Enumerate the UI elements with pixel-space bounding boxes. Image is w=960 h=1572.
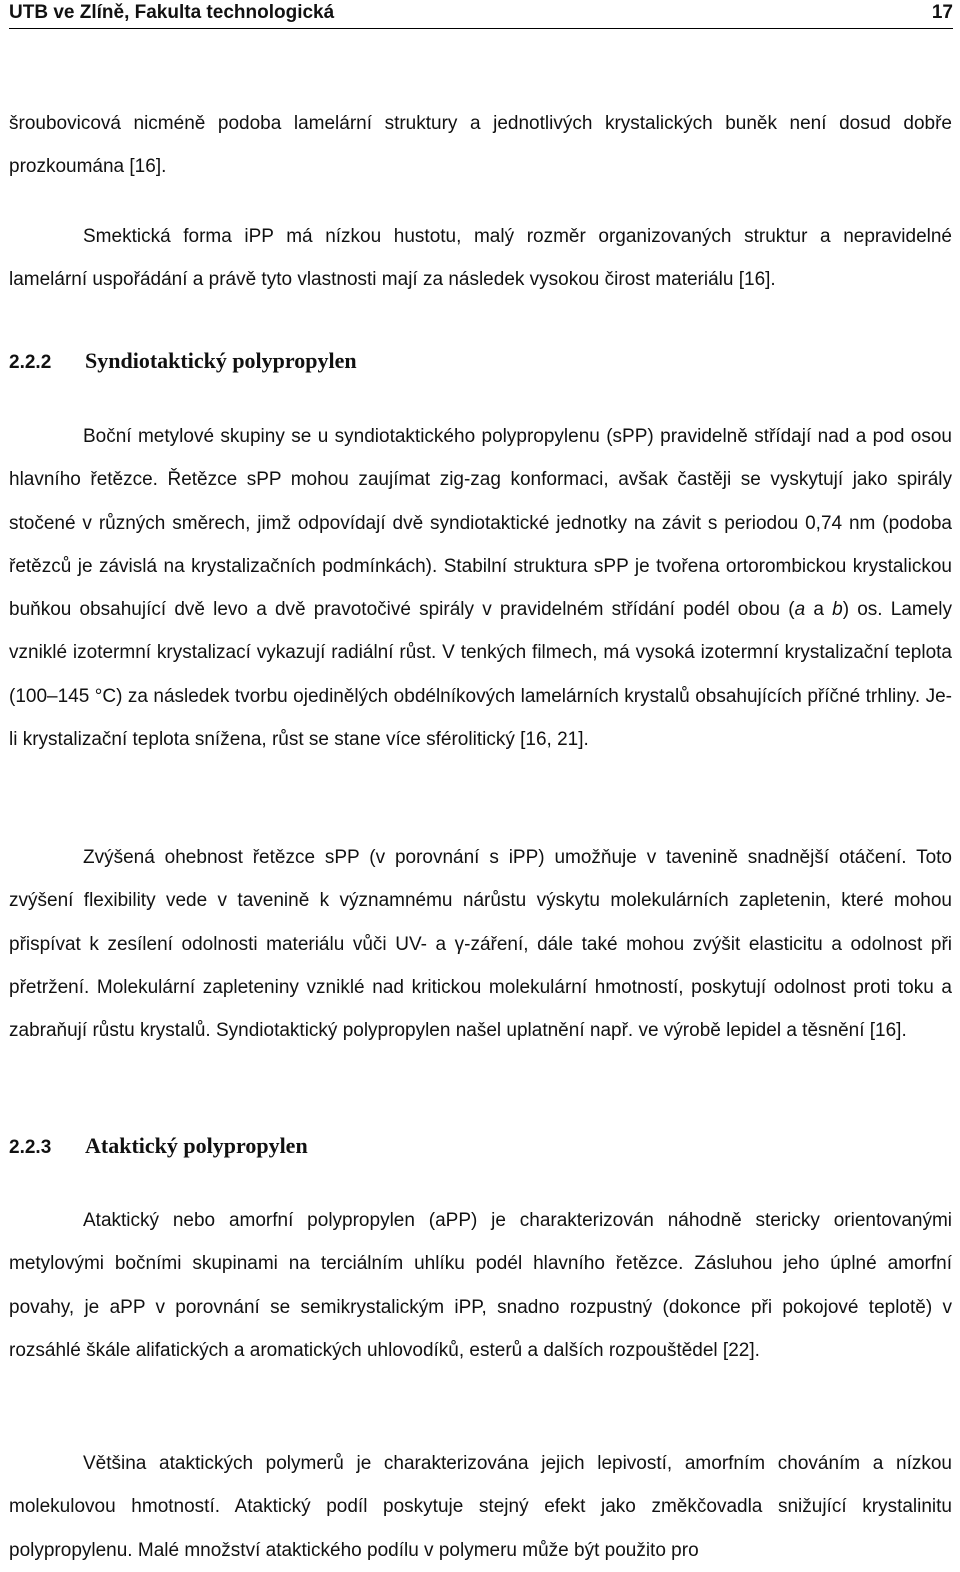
paragraph-smectic-form xyxy=(9,215,952,302)
paragraph-atactic-polymers xyxy=(9,1442,952,1572)
page-header xyxy=(9,0,953,29)
paragraph-text: ) os. Lamely vzniklé izotermní krystalizací vykazují radiální růst. V tenkých filmech, má vysoká izotermní krystalizační teplota (100–145 °C) za následek tvorbu ojedinělých obdélníkových lamelárních krystalů obsahujících příčné trhliny. Je-li krystalizační teplota snížena, růst se stane více sférolitický [16, 21]. xyxy=(9,599,953,751)
section-title: Syndiotaktický polypropylen xyxy=(85,348,357,373)
paragraph-text: a xyxy=(805,599,833,621)
paragraph-text: Většina ataktických polymerů je charakterizována jejich lepivostí, amorfním chováním a nízkou molekulovou hmotností. Ataktický podíl poskytuje stejný efekt jako změkčovadla snižující krystalinitu polypropylenu. Malé množství ataktického podílu v polymeru může být použito pro xyxy=(9,1453,952,1561)
paragraph-text: Zvýšená ohebnost řetězce sPP (v porovnání s iPP) umožňuje v tavenině snadnější otáčení. Toto zvýšení flexibility vede v tavenině k významnému nárůstu výskytu molekulárních zapletenin, které mohou přispívat k zesílení odolnosti materiálu vůči UV- a γ-záření, dále také mohou zvýšit elasticitu a odolnost při přetržení. Molekulární zapleteniny vzniklé nad kritickou molekulární hmotností, poskytují odolnost proti toku a zabraňují růstu krystalů. Syndiotaktický polypropylen našel uplatnění např. ve výrobě lepidel a těsnění [16]. xyxy=(9,847,952,1042)
axis-b-label: b xyxy=(832,599,843,621)
paragraph-atactic xyxy=(9,1199,952,1372)
section-heading xyxy=(9,1131,308,1163)
axis-a-label: a xyxy=(794,599,806,621)
section-title: Ataktický polypropylen xyxy=(85,1133,308,1158)
section-number: 2.2.2 xyxy=(9,352,52,373)
paragraph-text: Boční metylové skupiny se u syndiotaktického polypropylenu (sPP) pravidelně střídají nad a pod osou hlavního řetězce. Řetězce sPP mohou zaujímat zig-zag konformaci, avšak častěji se vyskytují jako spirály stočené v různých směrech, jimž odpovídají dvě syndiotaktické jednotky na závit s periodou 0,74 nm (podoba řetězců je závislá na krystalizačních podmínkách). Stabilní struktura sPP je tvořena ortorombickou krystalickou buňkou obsahující dvě levo a dvě pravotočivé spirály v pravidelném střídání podél obou ( xyxy=(9,426,952,621)
section-number: 2.2.3 xyxy=(9,1137,52,1158)
paragraph-text: Ataktický nebo amorfní polypropylen (aPP) je charakterizován náhodně stericky orientovanými metylovými bočními skupinami na terciálním uhlíku podél hlavního řetězce. Zásluhou jeho úplné amorfní povahy, je aPP v porovnání se semikrystalickým iPP, snadno rozpustný (dokonce při pokojové teplotě) v rozsáhlé škále alifatických a aromatických uhlovodíků, esterů a dalších rozpouštědel [22]. xyxy=(9,1210,952,1361)
page-number: 17 xyxy=(931,2,953,23)
paragraph-flexibility xyxy=(9,836,952,1052)
paragraph-text: šroubovicová nicméně podoba lamelární struktury a jednotlivých krystalických buněk není dosud dobře prozkoumána [16]. xyxy=(9,113,952,178)
paragraph-text: Smektická forma iPP má nízkou hustotu, malý rozměr organizovaných struktur a nepravidelné lamelární uspořádání a právě tyto vlastnosti mají za následek vysokou čirost materiálu [16]. xyxy=(9,226,952,291)
paragraph-syndiotactic xyxy=(9,415,952,761)
paragraph-continuation xyxy=(9,102,952,189)
header-title: UTB ve Zlíně, Fakulta technologická xyxy=(9,2,335,23)
section-heading xyxy=(9,346,357,378)
